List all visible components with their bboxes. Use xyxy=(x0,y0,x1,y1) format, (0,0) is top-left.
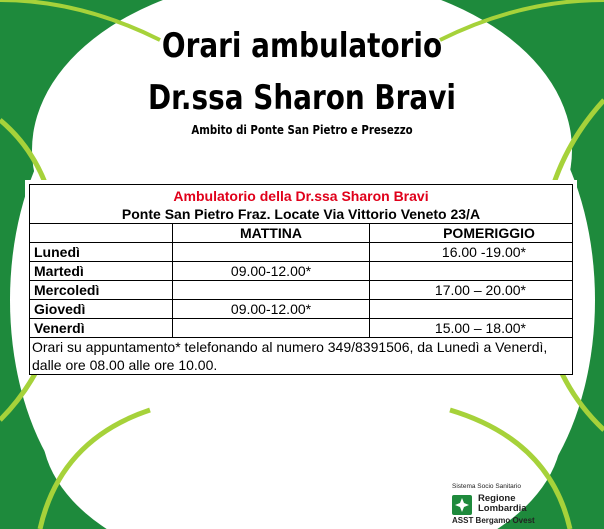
morning-cell xyxy=(173,243,370,262)
column-header-morning: MATTINA xyxy=(173,224,370,243)
schedule-table xyxy=(29,184,573,375)
table-row xyxy=(30,281,573,300)
afternoon-cell: 17.00 – 20.00* xyxy=(370,281,573,300)
table-header-cell xyxy=(30,185,573,224)
day-cell: Giovedì xyxy=(30,300,173,319)
appointment-note: Orari su appuntamento* telefonando al numero 349/8391506, da Lunedì a Venerdì, dalle ore 08.00 alle ore 10.00. xyxy=(30,338,573,375)
table-row xyxy=(30,262,573,281)
morning-cell: 09.00-12.00* xyxy=(173,262,370,281)
logo-region-line2: Lombardia xyxy=(478,503,527,514)
morning-cell xyxy=(173,319,370,338)
logo-asst-text: ASST Bergamo Ovest xyxy=(452,516,535,525)
afternoon-cell: 16.00 -19.00* xyxy=(370,243,573,262)
day-cell: Mercoledì xyxy=(30,281,173,300)
day-cell: Venerdì xyxy=(30,319,173,338)
page-subtitle: Ambito di Ponte San Pietro e Presezzo xyxy=(191,123,413,137)
table-header-row xyxy=(30,185,573,224)
column-header-row xyxy=(30,224,573,243)
logo-system-text: Sistema Socio Sanitario xyxy=(452,483,522,490)
day-cell: Martedì xyxy=(30,262,173,281)
afternoon-cell xyxy=(370,262,573,281)
schedule-table-container xyxy=(25,180,577,375)
column-header-day xyxy=(30,224,173,243)
afternoon-cell xyxy=(370,300,573,319)
clinic-name: Ambulatorio della Dr.ssa Sharon Bravi xyxy=(173,188,429,204)
afternoon-cell: 15.00 – 18.00* xyxy=(370,319,573,338)
column-header-afternoon: POMERIGGIO xyxy=(370,224,573,243)
page-title-line2: Dr.ssa Sharon Bravi xyxy=(148,78,456,118)
table-row xyxy=(30,319,573,338)
day-cell: Lunedì xyxy=(30,243,173,262)
table-row xyxy=(30,300,573,319)
page-title-line1: Orari ambulatorio xyxy=(161,26,443,66)
asst-logo xyxy=(442,482,582,526)
logo-region-text xyxy=(478,494,527,514)
morning-cell: 09.00-12.00* xyxy=(173,300,370,319)
note-row xyxy=(30,338,573,375)
logo-region-line1: Regione xyxy=(478,493,516,504)
table-row xyxy=(30,243,573,262)
morning-cell xyxy=(173,281,370,300)
clinic-address: Ponte San Pietro Fraz. Locate Via Vittorio Veneto 23/A xyxy=(121,206,481,222)
